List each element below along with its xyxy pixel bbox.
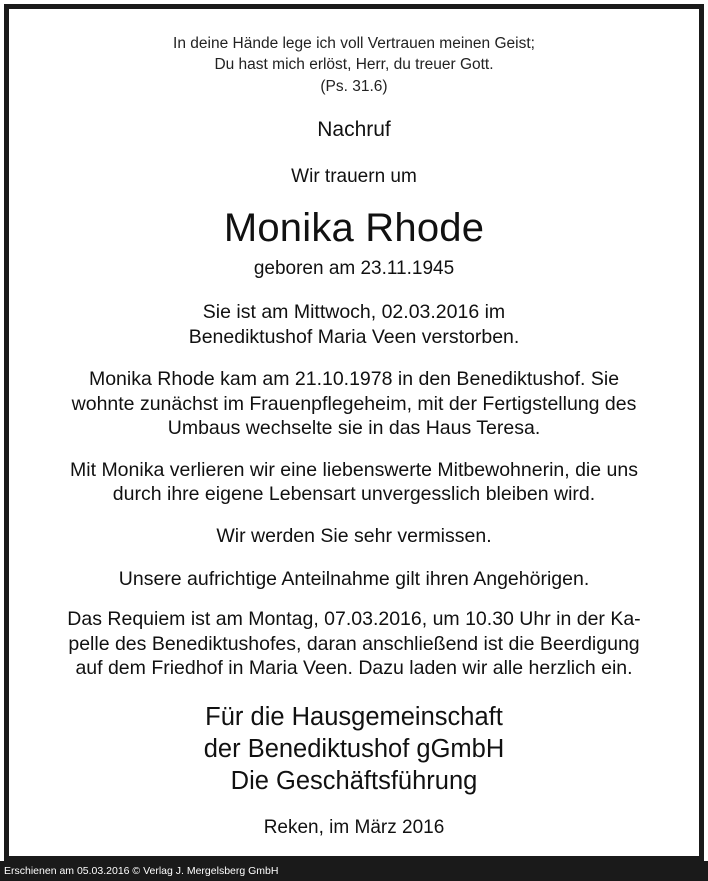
history-line-2: wohnte zunächst im Frauenpflegeheim, mit der Fertigstellung des [71,393,637,415]
intro-text: Wir trauern um [291,166,417,187]
loss-line-2: durch ihre eigene Lebensart unvergesslich bleiben wird. [112,483,596,505]
requiem-line-1: Das Requiem ist am Montag, 07.03.2016, um 10.30 Uhr in der Ka- [67,608,641,630]
signature-line-2: der Benediktushof gGmbH [203,735,505,763]
signature-line-3: Die Geschäftsführung [230,767,478,795]
requiem-line-3: auf dem Friedhof in Maria Veen. Dazu laden wir alle herzlich ein. [75,657,633,679]
notice-heading: Nachruf [317,118,391,141]
death-line-1: Sie ist am Mittwoch, 02.03.2016 im [202,301,506,323]
loss-line-1: Mit Monika verlieren wir eine liebenswerte Mitbewohnerin, die uns [70,459,638,481]
deceased-name: Monika Rhode [223,206,485,250]
miss-text: Wir werden Sie sehr vermissen. [216,525,492,547]
history-line-3: Umbaus wechselte sie in das Haus Teresa. [167,417,541,439]
signature-line-1: Für die Hausgemeinschaft [205,703,503,731]
birth-date: geboren am 23.11.1945 [253,258,455,279]
motto-line-2: Du hast mich erlöst, Herr, du treuer Gott. [214,56,494,73]
publication-footer: Erschienen am 05.03.2016 © Verlag J. Mergelsberg GmbH [0,861,708,881]
history-line-1: Monika Rhode kam am 21.10.1978 in den Benediktushof. Sie [88,368,620,390]
motto-reference: (Ps. 31.6) [320,78,388,95]
motto-line-1: In deine Hände lege ich voll Vertrauen meinen Geist; [173,35,535,52]
requiem-line-2: pelle des Benediktushofes, daran anschließend ist die Beerdigung [68,633,640,655]
place-date: Reken, im März 2016 [263,817,445,838]
death-line-2: Benediktushof Maria Veen verstorben. [188,326,520,348]
condolence-text: Unsere aufrichtige Anteilnahme gilt ihren Angehörigen. [118,568,590,590]
